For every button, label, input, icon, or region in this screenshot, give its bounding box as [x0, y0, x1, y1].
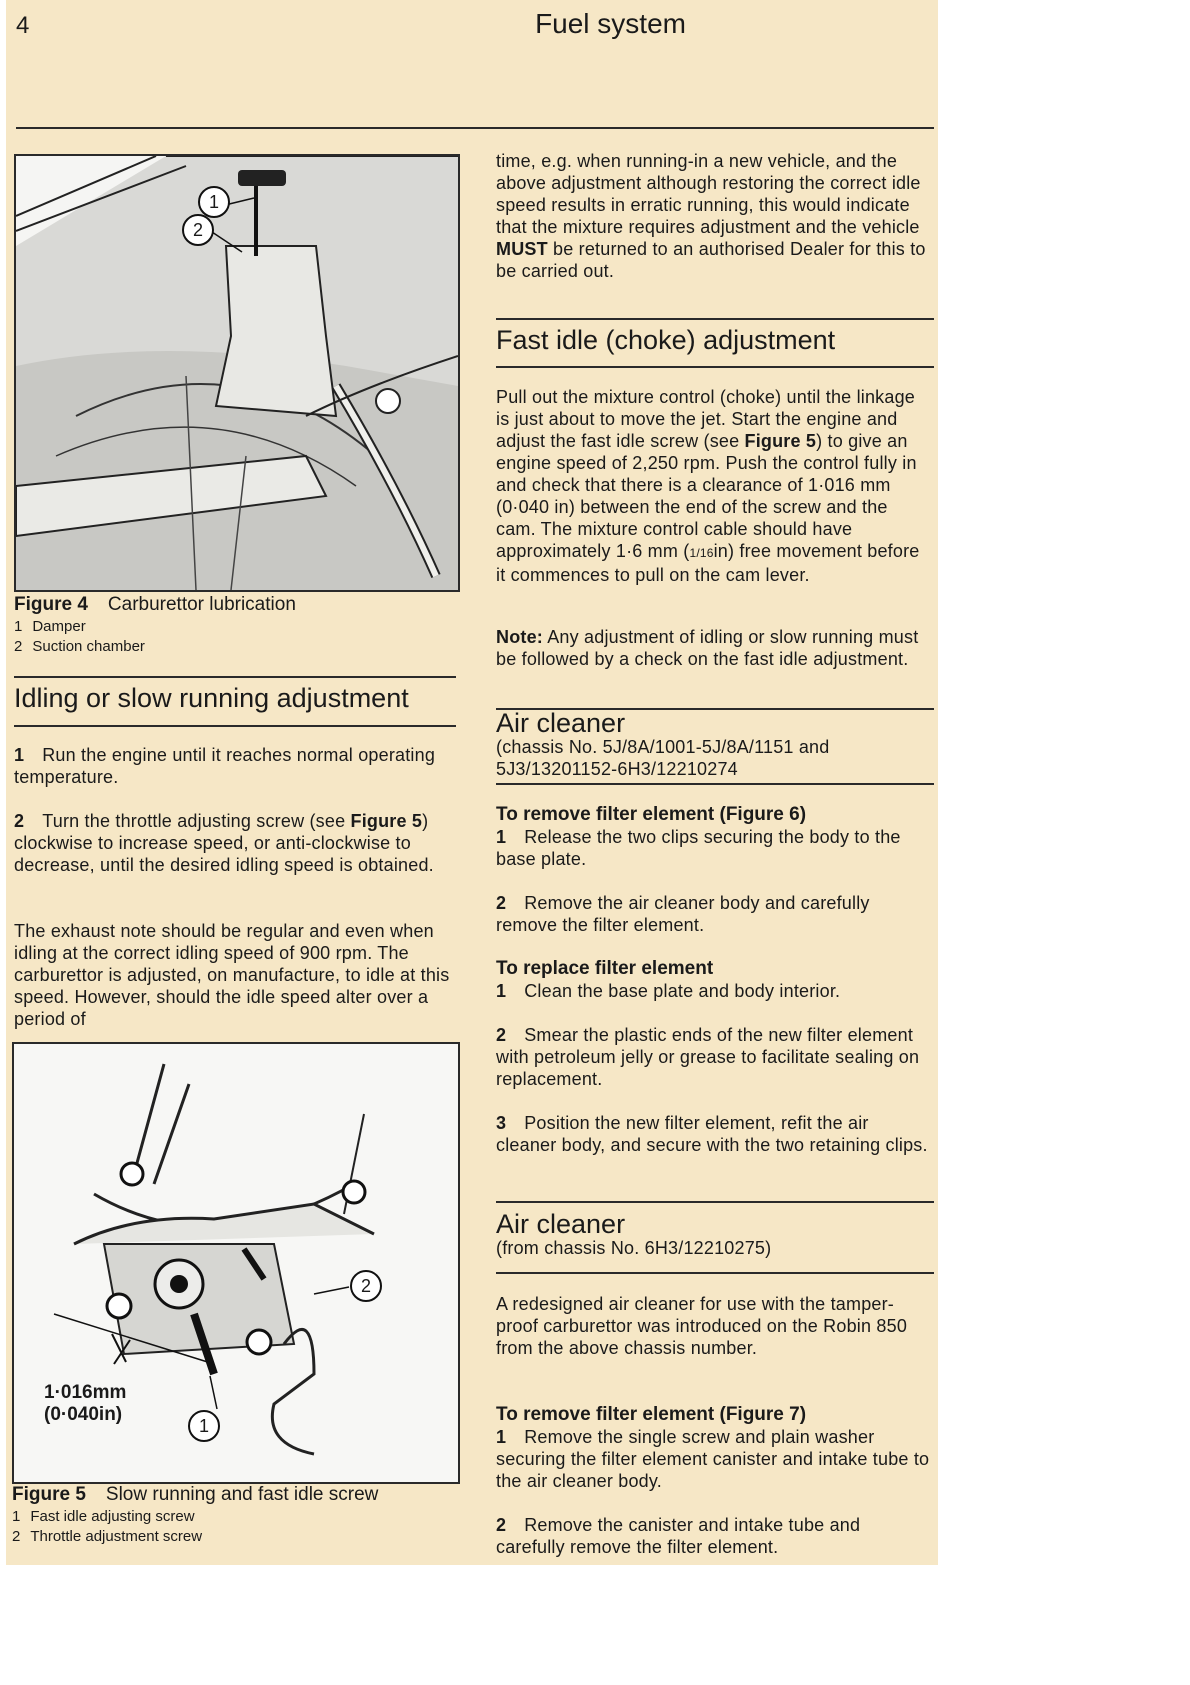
carburettor-lubrication-drawing [16, 156, 458, 590]
replace-step-2: 2 Smear the plastic ends of the new filter element with petroleum jelly or grease to facilitate sealing on replacement. [496, 1025, 920, 1089]
legend-item: 2 Suction chamber [14, 638, 145, 655]
legend-item: 2 Throttle adjustment screw [12, 1528, 203, 1545]
dimension-in: (0·040in) [44, 1404, 123, 1425]
air-cleaner-2-intro: A redesigned air cleaner for use with the tamper-proof carburettor was introduced on the Robin 850 from the above chassis number. [496, 1294, 908, 1358]
legend-item: 1 Damper [14, 618, 86, 635]
figure-5-dimension [44, 1382, 126, 1426]
idling-paragraph-3: The exhaust note should be regular and even when idling at the correct idling speed of 900 rpm. The carburettor is adjusted, on manufacture, to idle at this speed. However, should the idle speed alter over a period of [14, 921, 450, 1029]
page-number: 4 [16, 12, 30, 39]
figure-4-callout-1: 1 [198, 186, 230, 218]
air-cleaner-1-chassis: (chassis No. 5J/8A/1001-5J/8A/1151 and 5J3/13201152-6H3/12210274 [496, 737, 830, 779]
figure-5-label: Figure 5 [12, 1484, 86, 1505]
figure-4-caption [14, 594, 296, 616]
replace-filter-heading: To replace filter element [496, 958, 714, 979]
air-cleaner-2-heading: Air cleaner [496, 1209, 626, 1239]
figure-5-legend [12, 1507, 202, 1547]
idling-step-2: 2 Turn the throttle adjusting screw (see Figure 5) clockwise to increase speed, or anti-clockwise to decrease, until the desired idling speed is obtained. [14, 811, 434, 875]
remove-step-2: 2 Remove the air cleaner body and carefully remove the filter element. [496, 893, 870, 935]
page-paper [6, 0, 938, 1565]
fast-idle-heading: Fast idle (choke) adjustment [496, 325, 836, 355]
figure-4-label: Figure 4 [14, 594, 88, 615]
figure-5-title: Slow running and fast idle screw [105, 1484, 379, 1505]
fast-idle-paragraph: Pull out the mixture control (choke) until the linkage is just about to move the jet. Start the engine and adjust the fast idle screw (see Figure 5) to give an engine speed of 2,250 rpm. Push the control fully in and check that there is a clearance of 1·016 mm (0·040 in) between the end of the screw and the cam. The mixture control cable should have approximately 1·6 mm (1/16in) free movement before it commences to pull on the cam lever. [496, 387, 920, 585]
fast-idle-note: Note: Any adjustment of idling or slow running must be followed by a check on the fast idle adjustment. [496, 627, 919, 669]
figure-4-legend [14, 617, 145, 657]
section-rule [14, 676, 456, 678]
section-rule [496, 318, 934, 320]
remove-filter-heading: To remove filter element (Figure 6) [496, 804, 807, 825]
header-rule [16, 127, 934, 129]
idling-step-1: 1 Run the engine until it reaches normal operating temperature. [14, 745, 436, 787]
figure-5-callout-2: 2 [350, 1270, 382, 1302]
figure-4-callout-2: 2 [182, 214, 214, 246]
replace-step-3: 3 Position the new filter element, refit the air cleaner body, and secure with the two retaining clips. [496, 1113, 928, 1155]
idling-continued: time, e.g. when running-in a new vehicle, and the above adjustment although restoring the correct idle speed results in erratic running, this would indicate that the mixture requires adjustment and the vehicle MUST be returned to an authorised Dealer for this to be carried out. [496, 151, 926, 281]
figure-5-callout-1: 1 [188, 1410, 220, 1442]
fig7-remove-step-2: 2 Remove the canister and intake tube and carefully remove the filter element. [496, 1515, 861, 1557]
section-rule [14, 725, 456, 727]
remove-step-1: 1 Release the two clips securing the body to the base plate. [496, 827, 901, 869]
figure-4-illustration [14, 154, 460, 592]
section-rule [496, 1201, 934, 1203]
section-rule [496, 366, 934, 368]
figure-5-caption [12, 1484, 378, 1506]
dimension-mm: 1·016mm [44, 1382, 127, 1403]
section-rule [496, 783, 934, 785]
legend-item: 1 Fast idle adjusting screw [12, 1508, 195, 1525]
fig7-remove-step-1: 1 Remove the single screw and plain washer securing the filter element canister and intake tube to the air cleaner body. [496, 1427, 930, 1491]
figure-4-title: Carburettor lubrication [107, 594, 296, 615]
air-cleaner-1-heading: Air cleaner [496, 708, 626, 738]
section-rule [496, 1272, 934, 1274]
figure-5-illustration [12, 1042, 460, 1484]
idling-heading: Idling or slow running adjustment [14, 683, 409, 713]
air-cleaner-2-chassis: (from chassis No. 6H3/12210275) [496, 1238, 772, 1258]
remove-filter-fig7-heading: To remove filter element (Figure 7) [496, 1404, 807, 1425]
chapter-title: Fuel system [535, 8, 686, 39]
replace-step-1: 1 Clean the base plate and body interior. [496, 981, 841, 1001]
